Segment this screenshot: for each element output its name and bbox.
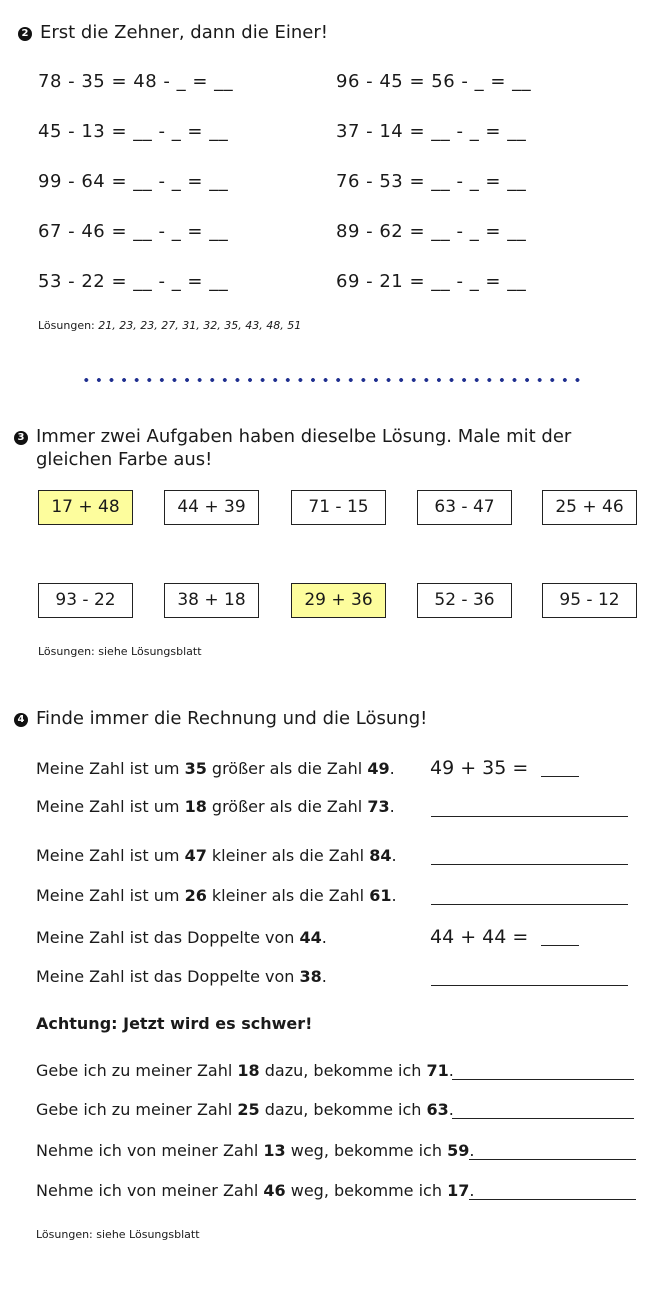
word-problem: Meine Zahl ist um 47 kleiner als die Zahl 84. [36,846,397,865]
word-problem: Meine Zahl ist um 35 größer als die Zahl 49. [36,759,395,778]
section-4-title: Finde immer die Rechnung und die Lösung! [36,708,428,729]
equation-right-5: 69 - 21 = __ - _ = __ [336,271,527,292]
hard-problem: Nehme ich von meiner Zahl 13 weg, bekomme ich 59. [36,1141,475,1160]
answer-line[interactable] [452,1118,634,1119]
answer-line[interactable] [431,985,628,986]
bullet-3: 3 [14,431,28,445]
equation-right-3: 76 - 53 = __ - _ = __ [336,171,527,192]
equation-right-1: 96 - 45 = 56 - _ = __ [336,71,532,92]
answer-line[interactable] [431,864,628,865]
task-box[interactable]: 52 - 36 [417,583,512,618]
section-3-solutions: Lösungen: siehe Lösungsblatt [38,645,202,658]
answer-example: 44 + 44 = [430,926,529,948]
word-problem: Meine Zahl ist um 18 größer als die Zahl 73. [36,797,395,816]
hard-problem: Nehme ich von meiner Zahl 46 weg, bekomme ich 17. [36,1181,475,1200]
task-box[interactable]: 44 + 39 [164,490,259,525]
task-box[interactable]: 38 + 18 [164,583,259,618]
answer-line[interactable] [469,1159,636,1160]
equation-left-2: 45 - 13 = __ - _ = __ [38,121,229,142]
answer-line[interactable] [541,776,579,777]
word-problem: Meine Zahl ist das Doppelte von 44. [36,928,327,947]
hard-problem: Gebe ich zu meiner Zahl 25 dazu, bekomme ich 63. [36,1100,454,1119]
answer-line[interactable] [541,945,579,946]
answer-example: 49 + 35 = [430,757,529,779]
task-box[interactable]: 63 - 47 [417,490,512,525]
section-2-solutions [38,319,301,332]
section-2-heading [18,22,328,43]
section-4-solutions: Lösungen: siehe Lösungsblatt [36,1228,200,1241]
section-3-title-line2: gleichen Farbe aus! [36,449,213,470]
equation-right-2: 37 - 14 = __ - _ = __ [336,121,527,142]
dotted-separator [80,377,582,383]
bullet-2: 2 [18,27,32,41]
task-box[interactable]: 25 + 46 [542,490,637,525]
hard-problem: Gebe ich zu meiner Zahl 18 dazu, bekomme ich 71. [36,1061,454,1080]
equation-right-4: 89 - 62 = __ - _ = __ [336,221,527,242]
word-problem: Meine Zahl ist um 26 kleiner als die Zahl 61. [36,886,397,905]
equation-left-5: 53 - 22 = __ - _ = __ [38,271,229,292]
solutions-label: Lösungen: [38,319,95,332]
answer-line[interactable] [469,1199,636,1200]
equation-left-1: 78 - 35 = 48 - _ = __ [38,71,234,92]
section-4-heading [14,708,427,729]
answer-line[interactable] [431,816,628,817]
solutions-values: 21, 23, 23, 27, 31, 32, 35, 43, 48, 51 [98,319,302,332]
task-box[interactable]: 17 + 48 [38,490,133,525]
bullet-4: 4 [14,713,28,727]
word-problem: Meine Zahl ist das Doppelte von 38. [36,967,327,986]
task-box[interactable]: 29 + 36 [291,583,386,618]
answer-line[interactable] [452,1079,634,1080]
task-box[interactable]: 93 - 22 [38,583,133,618]
answer-line[interactable] [431,904,628,905]
task-box[interactable]: 71 - 15 [291,490,386,525]
equation-left-3: 99 - 64 = __ - _ = __ [38,171,229,192]
warning-text: Achtung: Jetzt wird es schwer! [36,1014,313,1033]
equation-left-4: 67 - 46 = __ - _ = __ [38,221,229,242]
section-3-heading [14,426,571,447]
task-box[interactable]: 95 - 12 [542,583,637,618]
section-3-title-line1: Immer zwei Aufgaben haben dieselbe Lösung. Male mit der [36,426,572,447]
section-2-title: Erst die Zehner, dann die Einer! [40,22,328,43]
